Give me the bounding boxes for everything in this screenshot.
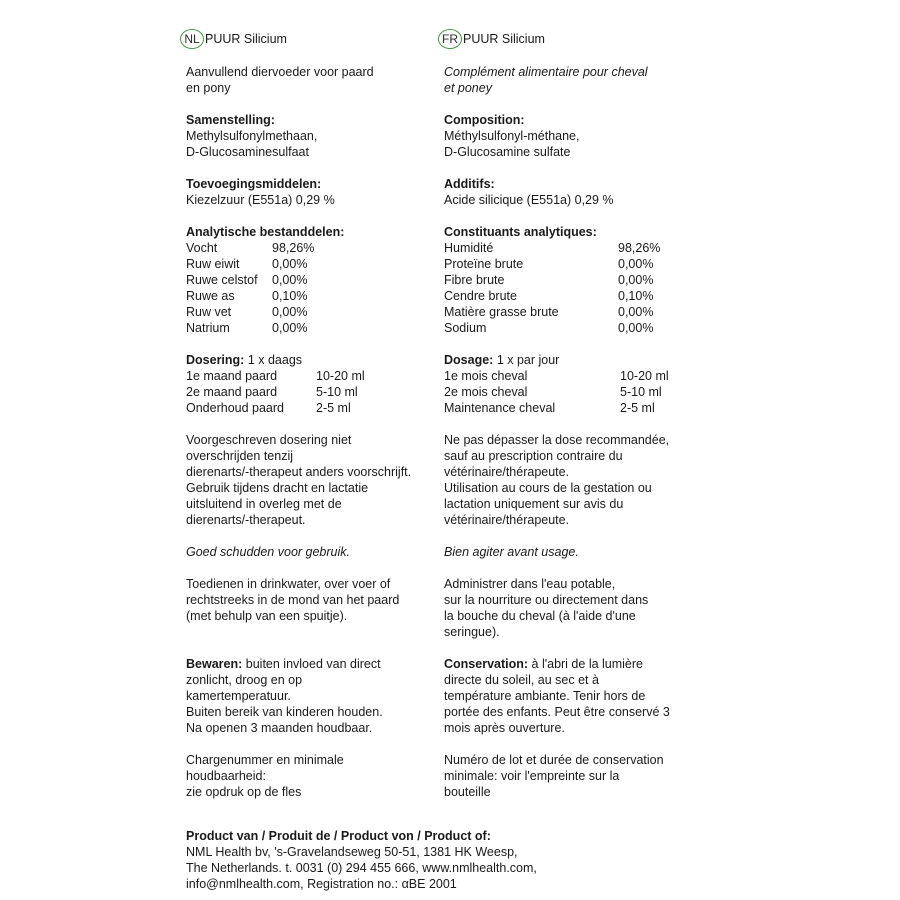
nl-analytical-row <box>186 320 448 336</box>
fr-admin-line: Administrer dans l'eau potable, <box>444 577 616 591</box>
fr-composition-title: Composition: <box>444 113 525 127</box>
dosage-value: 10-20 ml <box>316 369 365 383</box>
fr-storage-header <box>444 656 706 672</box>
fr-admin-line: la bouche du cheval (à l'aide d'une <box>444 609 636 623</box>
fr-dosage-row <box>444 368 706 384</box>
fr-dosage-row <box>444 400 706 416</box>
analytical-value: 0,00% <box>618 305 654 319</box>
fr-additives-value: Acide silicique (E551a) 0,29 % <box>444 193 614 207</box>
nl-composition <box>186 112 448 160</box>
dosage-label: 2e maand paard <box>186 385 278 399</box>
nl-composition-title: Samenstelling: <box>186 113 275 127</box>
fr-shake-note: Bien agiter avant usage. <box>444 545 579 559</box>
nl-batch-line: houdbaarheid: <box>186 769 266 783</box>
nl-warning <box>186 432 448 528</box>
fr-storage-line: directe du soleil, au sec et à <box>444 673 599 687</box>
fr-analytical-row <box>444 272 706 288</box>
nl-storage-line: Na openen 3 maanden houdbaar. <box>186 721 373 735</box>
nl-analytical-row <box>186 240 448 256</box>
analytical-label: Proteïne brute <box>444 257 524 271</box>
fr-additives <box>444 176 706 208</box>
dosage-value: 2-5 ml <box>620 401 655 415</box>
fr-admin-line: seringue). <box>444 625 500 639</box>
analytical-value: 0,00% <box>618 257 654 271</box>
nl-product-name: PUUR Silicium <box>205 32 287 46</box>
fr-additives-title: Additifs: <box>444 177 495 191</box>
nl-analytical-row <box>186 272 448 288</box>
nl-analytical-row <box>186 304 448 320</box>
nl-admin-line: (met behulp van een spuitje). <box>186 609 348 623</box>
nl-storage-line: kamertemperatuur. <box>186 689 291 703</box>
dosage-value: 2-5 ml <box>316 401 351 415</box>
analytical-label: Matière grasse brute <box>444 305 559 319</box>
dosage-label: 1e mois cheval <box>444 369 528 383</box>
footer-line: NML Health bv, 's-Gravelandseweg 50-51, 1381 HK Weesp, <box>186 845 518 859</box>
dosage-value: 5-10 ml <box>316 385 358 399</box>
fr-warning-line: vétérinaire/thérapeute. <box>444 513 570 527</box>
dosage-value: 5-10 ml <box>620 385 662 399</box>
fr-storage-line: portée des enfants. Peut être conservé 3 <box>444 705 670 719</box>
nl-composition-line: Methylsulfonylmethaan, <box>186 129 318 143</box>
analytical-value: 0,00% <box>618 273 654 287</box>
dosage-label: Onderhoud paard <box>186 401 284 415</box>
fr-dosage <box>444 352 706 416</box>
fr-column <box>444 28 706 816</box>
nl-admin-line: rechtstreeks in de mond van het paard <box>186 593 400 607</box>
analytical-label: Natrium <box>186 321 230 335</box>
fr-batch-line: bouteille <box>444 785 491 799</box>
fr-composition <box>444 112 706 160</box>
nl-warning-line: dierenarts/-therapeut. <box>186 513 306 527</box>
fr-batch-line: minimale: voir l'empreinte sur la <box>444 769 620 783</box>
fr-warning-line: sauf au prescription contraire du <box>444 449 623 463</box>
nl-language-badge: NL <box>180 29 204 49</box>
nl-storage-header <box>186 656 448 672</box>
nl-administration <box>186 576 448 624</box>
dosage-label: 2e mois cheval <box>444 385 528 399</box>
footer-title: Product van / Produit de / Product von / Product of: <box>186 829 491 843</box>
analytical-value: 0,00% <box>272 273 308 287</box>
nl-storage <box>186 656 448 736</box>
nl-batch <box>186 752 448 800</box>
fr-analytical-row <box>444 256 706 272</box>
fr-dosage-header <box>444 352 706 368</box>
fr-storage-first: à l'abri de la lumière <box>531 657 643 671</box>
nl-storage-line: zonlicht, droog en op <box>186 673 303 687</box>
fr-storage-title: Conservation: <box>444 657 529 671</box>
analytical-label: Humidité <box>444 241 494 255</box>
analytical-value: 0,00% <box>272 321 308 335</box>
nl-analytical <box>186 224 448 336</box>
nl-dosage <box>186 352 448 416</box>
nl-dosage-row <box>186 400 448 416</box>
fr-warning <box>444 432 706 528</box>
nl-dosage-title: Dosering: <box>186 353 245 367</box>
nl-description-line: Aanvullend diervoeder voor paard <box>186 65 374 79</box>
fr-warning-line: Ne pas dépasser la dose recommandée, <box>444 433 670 447</box>
nl-storage-title: Bewaren: <box>186 657 243 671</box>
analytical-value: 0,00% <box>272 305 308 319</box>
analytical-value: 0,10% <box>618 289 654 303</box>
dosage-label: Maintenance cheval <box>444 401 556 415</box>
fr-description-line: Complément alimentaire pour cheval <box>444 65 648 79</box>
analytical-label: Ruw eiwit <box>186 257 240 271</box>
nl-dosage-header <box>186 352 448 368</box>
fr-analytical <box>444 224 706 336</box>
nl-storage-line: Buiten bereik van kinderen houden. <box>186 705 383 719</box>
nl-additives-title: Toevoegingsmiddelen: <box>186 177 322 191</box>
fr-language-badge: FR <box>438 29 462 49</box>
analytical-label: Ruwe celstof <box>186 273 258 287</box>
fr-analytical-row <box>444 320 706 336</box>
fr-batch <box>444 752 706 800</box>
fr-description <box>444 64 706 96</box>
analytical-value: 0,00% <box>272 257 308 271</box>
fr-analytical-row <box>444 240 706 256</box>
analytical-label: Vocht <box>186 241 218 255</box>
analytical-label: Ruw vet <box>186 305 232 319</box>
nl-description <box>186 64 448 96</box>
analytical-label: Sodium <box>444 321 487 335</box>
nl-dosage-row <box>186 384 448 400</box>
fr-analytical-row <box>444 288 706 304</box>
nl-shake-note: Goed schudden voor gebruik. <box>186 545 350 559</box>
fr-administration <box>444 576 706 640</box>
fr-batch-line: Numéro de lot et durée de conservation <box>444 753 664 767</box>
nl-column <box>186 28 448 816</box>
nl-warning-line: uitsluitend in overleg met de <box>186 497 342 511</box>
fr-storage-line: température ambiante. Tenir hors de <box>444 689 646 703</box>
fr-description-line: et poney <box>444 81 492 95</box>
analytical-value: 98,26% <box>618 241 661 255</box>
fr-analytical-title: Constituants analytiques: <box>444 225 597 239</box>
footer-line: The Netherlands. t. 0031 (0) 294 455 666, www.nmlhealth.com, <box>186 861 537 875</box>
fr-composition-line: D-Glucosamine sulfate <box>444 145 571 159</box>
nl-dosage-row <box>186 368 448 384</box>
fr-warning-line: lactation uniquement sur avis du <box>444 497 624 511</box>
dosage-value: 10-20 ml <box>620 369 669 383</box>
fr-admin-line: sur la nourriture ou directement dans <box>444 593 649 607</box>
analytical-value: 0,10% <box>272 289 308 303</box>
fr-dosage-frequency: 1 x par jour <box>496 353 560 367</box>
analytical-value: 98,26% <box>272 241 315 255</box>
fr-composition-line: Méthylsulfonyl-méthane, <box>444 129 580 143</box>
fr-analytical-row <box>444 304 706 320</box>
manufacturer-footer <box>186 828 806 892</box>
analytical-value: 0,00% <box>618 321 654 335</box>
nl-analytical-row <box>186 288 448 304</box>
fr-product-name: PUUR Silicium <box>463 32 545 46</box>
dosage-label: 1e maand paard <box>186 369 278 383</box>
nl-batch-line: Chargenummer en minimale <box>186 753 344 767</box>
fr-storage <box>444 656 706 736</box>
nl-warning-line: overschrijden tenzij <box>186 449 293 463</box>
nl-batch-line: zie opdruk op de fles <box>186 785 302 799</box>
nl-analytical-row <box>186 256 448 272</box>
fr-warning-line: Utilisation au cours de la gestation ou <box>444 481 652 495</box>
fr-dosage-row <box>444 384 706 400</box>
nl-warning-line: Gebruik tijdens dracht en lactatie <box>186 481 369 495</box>
nl-storage-first: buiten invloed van direct <box>245 657 381 671</box>
nl-additives <box>186 176 448 208</box>
nl-admin-line: Toedienen in drinkwater, over voer of <box>186 577 391 591</box>
fr-warning-line: vétérinaire/thérapeute. <box>444 465 570 479</box>
fr-header <box>438 28 706 50</box>
nl-composition-line: D-Glucosaminesulfaat <box>186 145 309 159</box>
nl-description-line: en pony <box>186 81 231 95</box>
fr-storage-line: mois après ouverture. <box>444 721 565 735</box>
nl-warning-line: dierenarts/-therapeut anders voorschrijft. <box>186 465 412 479</box>
analytical-label: Ruwe as <box>186 289 235 303</box>
nl-additives-value: Kiezelzuur (E551a) 0,29 % <box>186 193 335 207</box>
fr-dosage-title: Dosage: <box>444 353 494 367</box>
nl-header <box>180 28 448 50</box>
analytical-label: Fibre brute <box>444 273 505 287</box>
nl-dosage-frequency: 1 x daags <box>247 353 303 367</box>
nl-warning-line: Voorgeschreven dosering niet <box>186 433 352 447</box>
nl-analytical-title: Analytische bestanddelen: <box>186 225 345 239</box>
footer-line: info@nmlhealth.com, Registration no.: αBE 2001 <box>186 877 457 891</box>
analytical-label: Cendre brute <box>444 289 517 303</box>
